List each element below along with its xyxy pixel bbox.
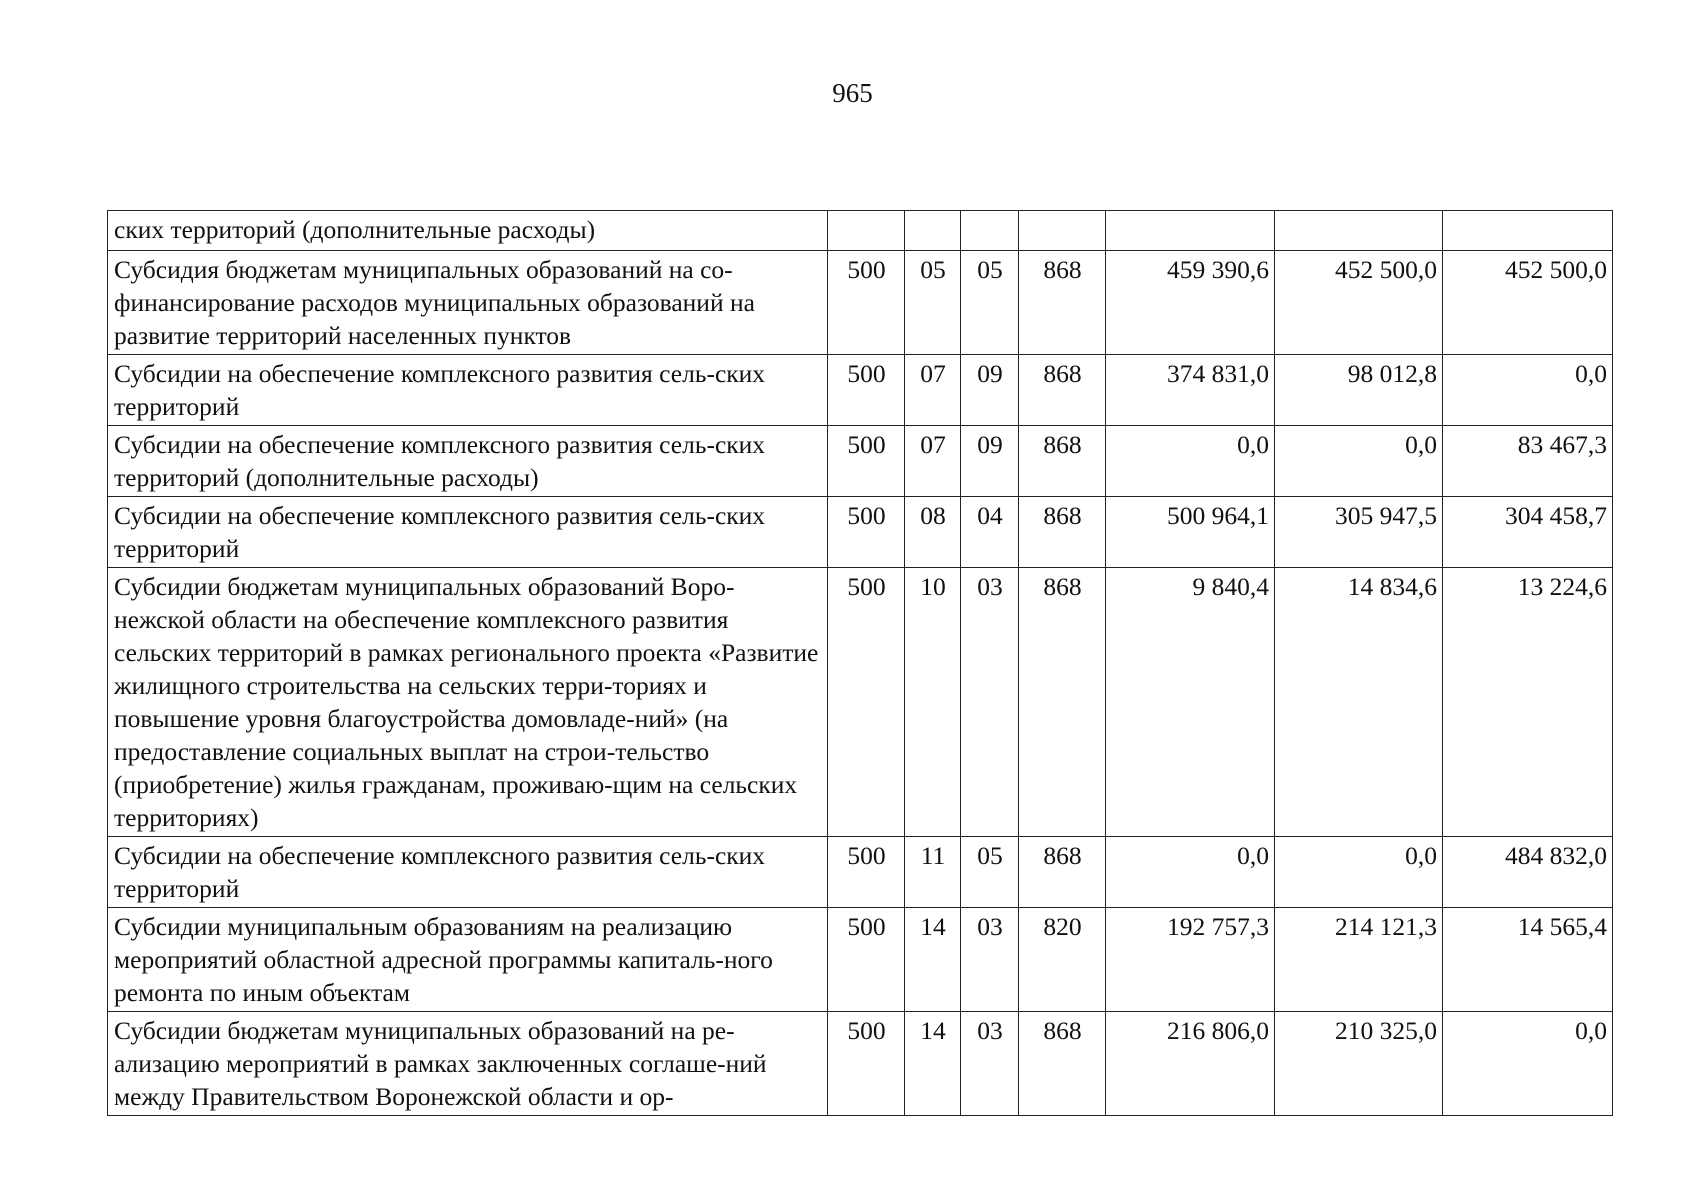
- code-vr: 868: [1019, 251, 1106, 355]
- code-csr: 03: [961, 568, 1019, 837]
- code-csr: 03: [961, 1012, 1019, 1116]
- budget-table: [107, 210, 1613, 1116]
- code-pr: 11: [905, 837, 961, 908]
- code-pr: [905, 211, 961, 251]
- code-rz: 500: [828, 568, 905, 837]
- amount-year-1: 0,0: [1106, 426, 1275, 497]
- table-row: [108, 426, 1613, 497]
- table-row: [108, 211, 1613, 251]
- code-pr: 05: [905, 251, 961, 355]
- amount-year-2: 305 947,5: [1275, 497, 1443, 568]
- row-name: Субсидии на обеспечение комплексного развития сель-ских территорий: [108, 355, 828, 426]
- code-rz: 500: [828, 1012, 905, 1116]
- table-row: [108, 497, 1613, 568]
- amount-year-1: 216 806,0: [1106, 1012, 1275, 1116]
- code-pr: 07: [905, 426, 961, 497]
- code-csr: 03: [961, 908, 1019, 1012]
- amount-year-3: 83 467,3: [1443, 426, 1613, 497]
- budget-table-body: [108, 211, 1613, 1116]
- code-rz: 500: [828, 426, 905, 497]
- amount-year-1: 374 831,0: [1106, 355, 1275, 426]
- table-row: [108, 908, 1613, 1012]
- amount-year-1: 0,0: [1106, 837, 1275, 908]
- amount-year-3: 14 565,4: [1443, 908, 1613, 1012]
- amount-year-2: [1275, 211, 1443, 251]
- code-rz: 500: [828, 908, 905, 1012]
- code-vr: 868: [1019, 426, 1106, 497]
- code-rz: 500: [828, 355, 905, 426]
- code-pr: 07: [905, 355, 961, 426]
- code-rz: 500: [828, 837, 905, 908]
- amount-year-2: 452 500,0: [1275, 251, 1443, 355]
- code-rz: 500: [828, 251, 905, 355]
- code-rz: 500: [828, 497, 905, 568]
- row-name: ских территорий (дополнительные расходы): [108, 211, 828, 251]
- code-csr: 05: [961, 251, 1019, 355]
- code-pr: 10: [905, 568, 961, 837]
- amount-year-1: 500 964,1: [1106, 497, 1275, 568]
- amount-year-2: 214 121,3: [1275, 908, 1443, 1012]
- table-row: [108, 568, 1613, 837]
- row-name: Субсидии на обеспечение комплексного развития сель-ских территорий: [108, 837, 828, 908]
- amount-year-3: 13 224,6: [1443, 568, 1613, 837]
- amount-year-3: [1443, 211, 1613, 251]
- row-name: Субсидии на обеспечение комплексного развития сель-ских территорий (дополнительные расходы): [108, 426, 828, 497]
- table-row: [108, 837, 1613, 908]
- row-name: Субсидии муниципальным образованиям на реализацию мероприятий областной адресной программы капиталь-ного ремонта по иным объектам: [108, 908, 828, 1012]
- code-pr: 08: [905, 497, 961, 568]
- code-pr: 14: [905, 908, 961, 1012]
- code-vr: 868: [1019, 1012, 1106, 1116]
- amount-year-1: 459 390,6: [1106, 251, 1275, 355]
- code-vr: 868: [1019, 837, 1106, 908]
- amount-year-2: 98 012,8: [1275, 355, 1443, 426]
- amount-year-3: 452 500,0: [1443, 251, 1613, 355]
- code-vr: 820: [1019, 908, 1106, 1012]
- code-csr: 09: [961, 355, 1019, 426]
- code-csr: 09: [961, 426, 1019, 497]
- code-pr: 14: [905, 1012, 961, 1116]
- code-csr: [961, 211, 1019, 251]
- code-csr: 04: [961, 497, 1019, 568]
- code-vr: [1019, 211, 1106, 251]
- amount-year-3: 304 458,7: [1443, 497, 1613, 568]
- row-name: Субсидии на обеспечение комплексного развития сель-ских территорий: [108, 497, 828, 568]
- amount-year-3: 484 832,0: [1443, 837, 1613, 908]
- amount-year-1: 9 840,4: [1106, 568, 1275, 837]
- amount-year-1: 192 757,3: [1106, 908, 1275, 1012]
- row-name: Субсидии бюджетам муниципальных образований на ре-ализацию мероприятий в рамках заключенных соглаше-ний между Правительством Воронежской области и ор-: [108, 1012, 828, 1116]
- amount-year-3: 0,0: [1443, 1012, 1613, 1116]
- row-name: Субсидии бюджетам муниципальных образований Воро-нежской области на обеспечение комплексного развития сельских территорий в рамках регионального проекта «Развитие жилищного строительства на сельских терри-ториях и повышение уровня благоустройства домовладе-ний» (на предоставление социальных выплат на строи-тельство (приобретение) жилья гражданам, проживаю-щим на сельских территориях): [108, 568, 828, 837]
- amount-year-2: 0,0: [1275, 426, 1443, 497]
- table-row: [108, 355, 1613, 426]
- amount-year-1: [1106, 211, 1275, 251]
- table-row: [108, 1012, 1613, 1116]
- code-csr: 05: [961, 837, 1019, 908]
- row-name: Субсидия бюджетам муниципальных образований на со-финансирование расходов муниципальных образований на развитие территорий населенных пунктов: [108, 251, 828, 355]
- amount-year-2: 14 834,6: [1275, 568, 1443, 837]
- amount-year-2: 210 325,0: [1275, 1012, 1443, 1116]
- code-vr: 868: [1019, 355, 1106, 426]
- table-row: [108, 251, 1613, 355]
- amount-year-3: 0,0: [1443, 355, 1613, 426]
- amount-year-2: 0,0: [1275, 837, 1443, 908]
- code-vr: 868: [1019, 568, 1106, 837]
- page-number: 965: [832, 78, 873, 108]
- code-rz: [828, 211, 905, 251]
- code-vr: 868: [1019, 497, 1106, 568]
